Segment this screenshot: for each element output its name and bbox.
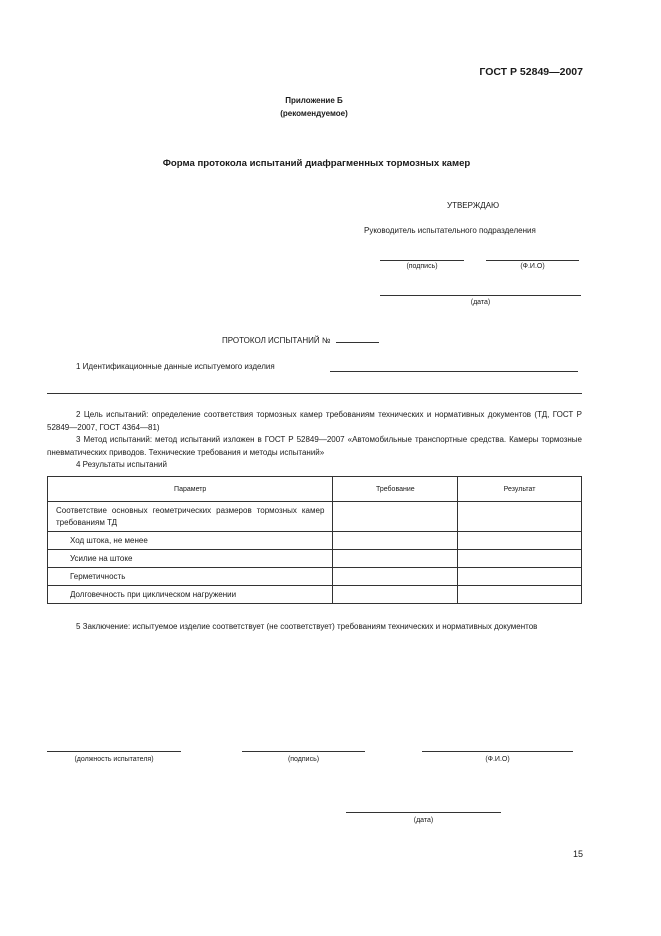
- tester-signature-line[interactable]: [242, 751, 365, 752]
- param-cell: Герметичность: [48, 568, 333, 586]
- final-date-caption: (дата): [413, 817, 434, 824]
- item-identification: 1 Идентификационные данные испытуемого изделия: [76, 362, 275, 371]
- requirement-cell[interactable]: [333, 532, 458, 550]
- requirement-cell[interactable]: [333, 568, 458, 586]
- requirement-cell[interactable]: [333, 550, 458, 568]
- document-number: ГОСТ Р 52849—2007: [479, 66, 583, 78]
- appendix-title: Приложение Б: [285, 96, 343, 105]
- result-cell[interactable]: [458, 532, 582, 550]
- param-cell: Усилие на штоке: [48, 550, 333, 568]
- result-cell[interactable]: [458, 586, 582, 604]
- approval-date-caption: (дата): [470, 299, 491, 306]
- tester-name-caption: (Ф.И.О): [485, 756, 510, 763]
- item-purpose: 2 Цель испытаний: определение соответствия тормозных камер требованиям технических и нормативных документов (ТД, ГОСТ Р 52849—2007, ГОСТ 4364—81): [47, 410, 582, 432]
- header-result: Результат: [458, 477, 582, 502]
- item-method: 3 Метод испытаний: метод испытаний изложен в ГОСТ Р 52849—2007 «Автомобильные транспортные средства. Камеры тормозные пневматических приводов. Технические требования и методы испытаний»: [47, 435, 582, 457]
- approver-signature-line[interactable]: [380, 260, 464, 261]
- conclusion: 5 Заключение: испытуемое изделие соответствует (не соответствует) требованиям технических и нормативных документов: [76, 622, 538, 631]
- table-row: [48, 586, 582, 604]
- approver-name-line[interactable]: [486, 260, 579, 261]
- page-number: 15: [572, 849, 583, 859]
- result-cell[interactable]: [458, 550, 582, 568]
- approval-position: Руководитель испытательного подразделения: [364, 226, 536, 235]
- results-table: [47, 476, 582, 604]
- identification-line-2[interactable]: [47, 393, 582, 394]
- param-cell: Соответствие основных геометрических размеров тормозных камер требованиям ТД: [48, 502, 333, 532]
- result-cell[interactable]: [458, 502, 582, 532]
- result-cell[interactable]: [458, 568, 582, 586]
- tester-name-line[interactable]: [422, 751, 573, 752]
- table-header-row: [48, 477, 582, 502]
- approver-name-caption: (Ф.И.О): [520, 263, 545, 270]
- appendix-note: (рекомендуемое): [280, 109, 348, 118]
- requirement-cell[interactable]: [333, 502, 458, 532]
- table-row: [48, 550, 582, 568]
- identification-line[interactable]: [330, 371, 578, 372]
- param-cell: Ход штока, не менее: [48, 532, 333, 550]
- protocol-title: ПРОТОКОЛ ИСПЫТАНИЙ №: [222, 336, 331, 345]
- form-title: Форма протокола испытаний диафрагменных тормозных камер: [162, 158, 471, 169]
- item-results: 4 Результаты испытаний: [76, 460, 167, 469]
- param-cell: Долговечность при циклическом нагружении: [48, 586, 333, 604]
- approval-date-line[interactable]: [380, 295, 581, 296]
- approval-heading: УТВЕРЖДАЮ: [447, 201, 500, 210]
- table-row: [48, 532, 582, 550]
- final-date-line[interactable]: [346, 812, 501, 813]
- approver-signature-caption: (подпись): [406, 263, 438, 270]
- tester-position-line[interactable]: [47, 751, 181, 752]
- protocol-title-wrap: [222, 336, 379, 345]
- tester-position-caption: (должность испытателя): [74, 756, 154, 763]
- protocol-number-line[interactable]: [336, 342, 379, 343]
- requirement-cell[interactable]: [333, 586, 458, 604]
- tester-signature-caption: (подпись): [287, 756, 320, 763]
- table-row: [48, 568, 582, 586]
- table-row: [48, 502, 582, 532]
- header-parameter: Параметр: [48, 477, 333, 502]
- header-requirement: Требование: [333, 477, 458, 502]
